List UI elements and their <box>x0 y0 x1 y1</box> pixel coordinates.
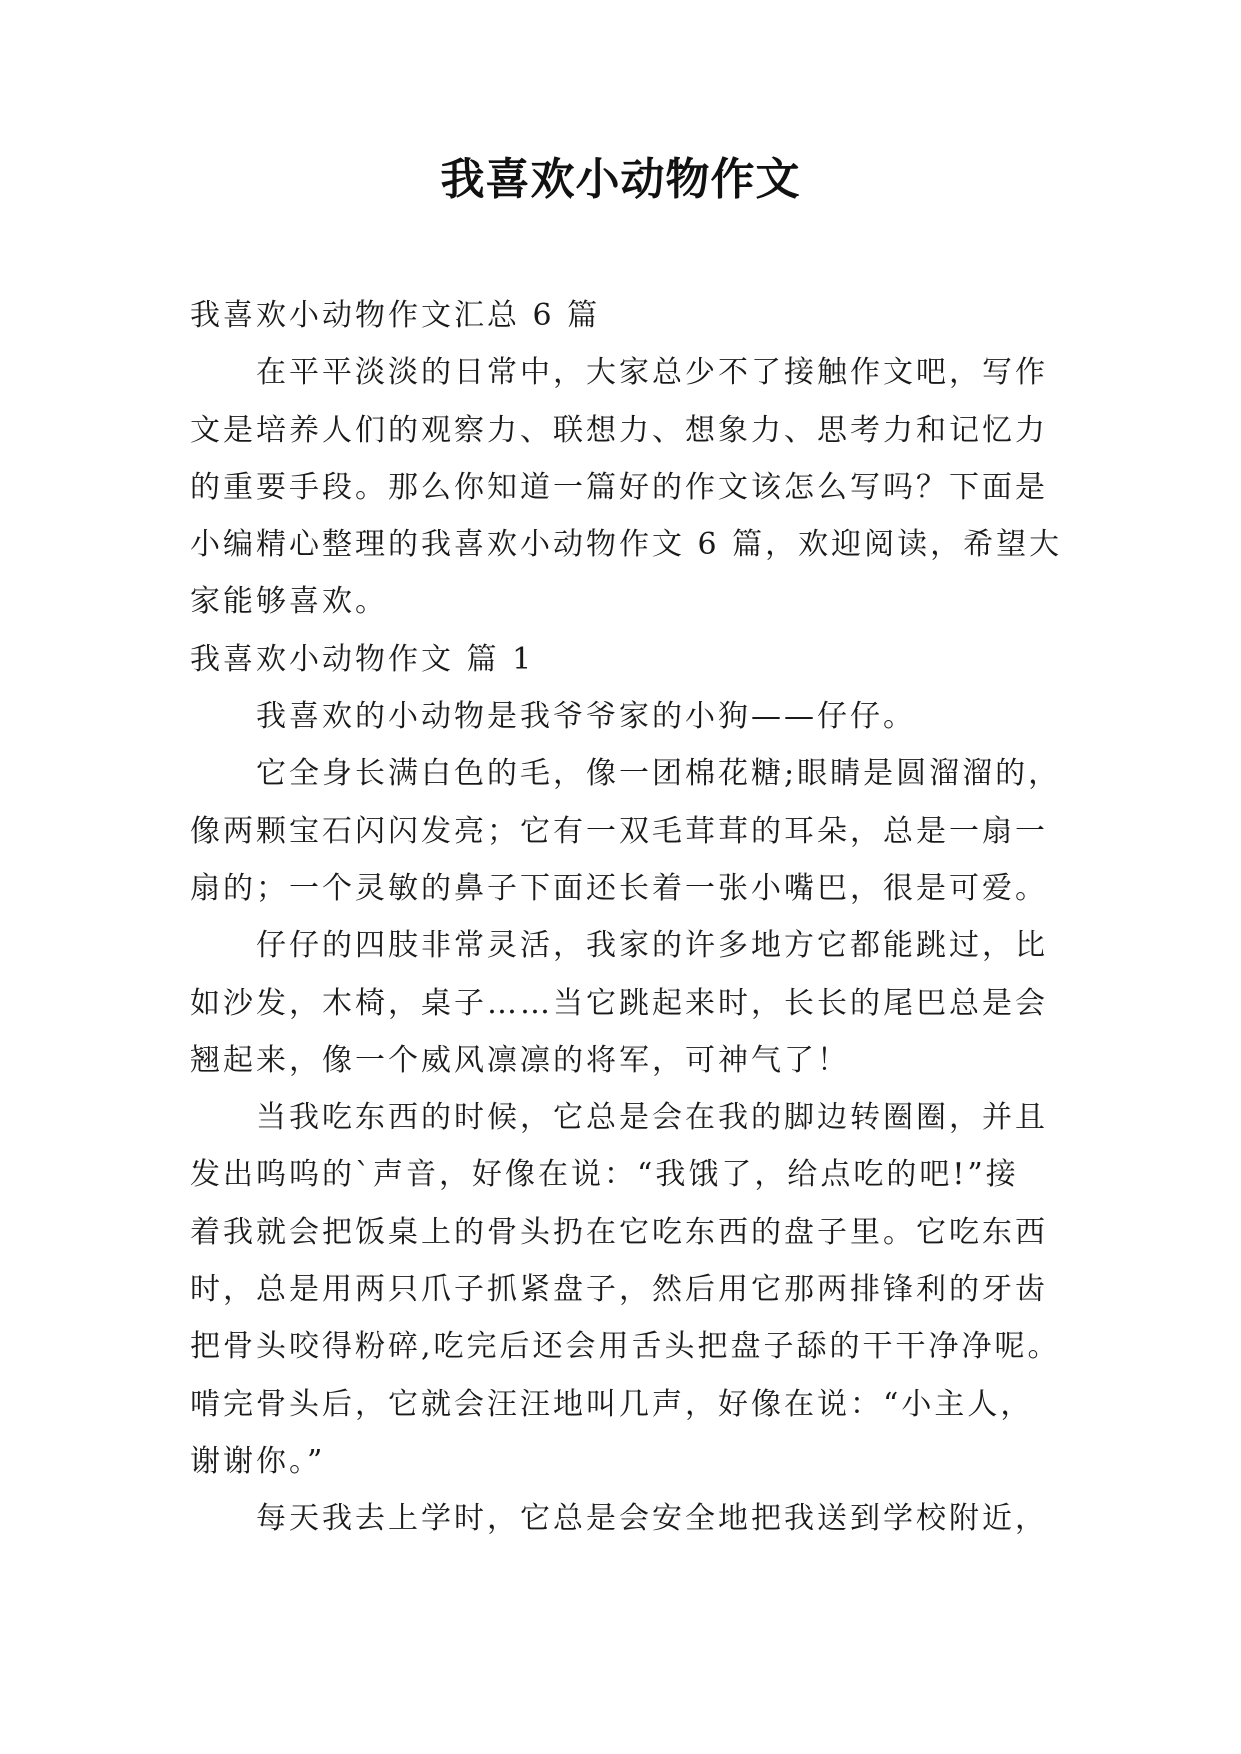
text-line: 我喜欢小动物作文汇总 6 篇 <box>190 298 601 333</box>
text-line: 仔仔的四肢非常灵活，我家的许多地方它都能跳过，比 <box>256 928 1048 964</box>
text-line: 把骨头咬得粉碎,吃完后还会用舌头把盘子舔的干干净净呢。 <box>190 1329 1061 1365</box>
text-line: 家能够喜欢。 <box>190 584 388 620</box>
text-line: 在平平淡淡的日常中，大家总少不了接触作文吧，写作 <box>256 355 1048 391</box>
text-line: 如沙发，木椅，桌子……当它跳起来时，长长的尾巴总是会 <box>190 985 1048 1021</box>
text-line: 我喜欢小动物作文 篇 1 <box>190 641 535 677</box>
document-body <box>190 287 1070 1548</box>
text-line: 每天我去上学时，它总是会安全地把我送到学校附近， <box>256 1501 1048 1537</box>
text-line: 像两颗宝石闪闪发亮；它有一双毛茸茸的耳朵，总是一扇一 <box>190 813 1048 849</box>
text-line: 小编精心整理的我喜欢小动物作文 6 篇，欢迎阅读，希望大 <box>190 527 1063 563</box>
text-line: 我喜欢的小动物是我爷爷家的小狗——仔仔。 <box>256 699 916 735</box>
text-line: 发出呜呜的`声音，好像在说：“我饿了，给点吃的吧!”接 <box>190 1157 1019 1193</box>
text-line: 它全身长满白色的毛，像一团棉花糖;眼睛是圆溜溜的， <box>256 756 1062 792</box>
text-line: 着我就会把饭桌上的骨头扔在它吃东西的盘子里。它吃东西 <box>190 1214 1048 1250</box>
text-line: 扇的；一个灵敏的鼻子下面还长着一张小嘴巴，很是可爱。 <box>190 870 1048 906</box>
text-line: 谢谢你。” <box>190 1443 326 1479</box>
text-line: 的重要手段。那么你知道一篇好的作文该怎么写吗？下面是 <box>190 469 1048 505</box>
document-title: 我喜欢小动物作文 <box>440 154 801 205</box>
text-line: 翘起来，像一个威风凛凛的将军，可神气了！ <box>190 1042 850 1078</box>
text-line: 当我吃东西的时候，它总是会在我的脚边转圈圈，并且 <box>256 1100 1048 1136</box>
text-line: 文是培养人们的观察力、联想力、想象力、思考力和记忆力 <box>190 412 1048 448</box>
text-line: 时，总是用两只爪子抓紧盘子，然后用它那两排锋利的牙齿 <box>190 1272 1048 1308</box>
text-line: 啃完骨头后，它就会汪汪地叫几声，好像在说：“小主人， <box>190 1386 1034 1422</box>
